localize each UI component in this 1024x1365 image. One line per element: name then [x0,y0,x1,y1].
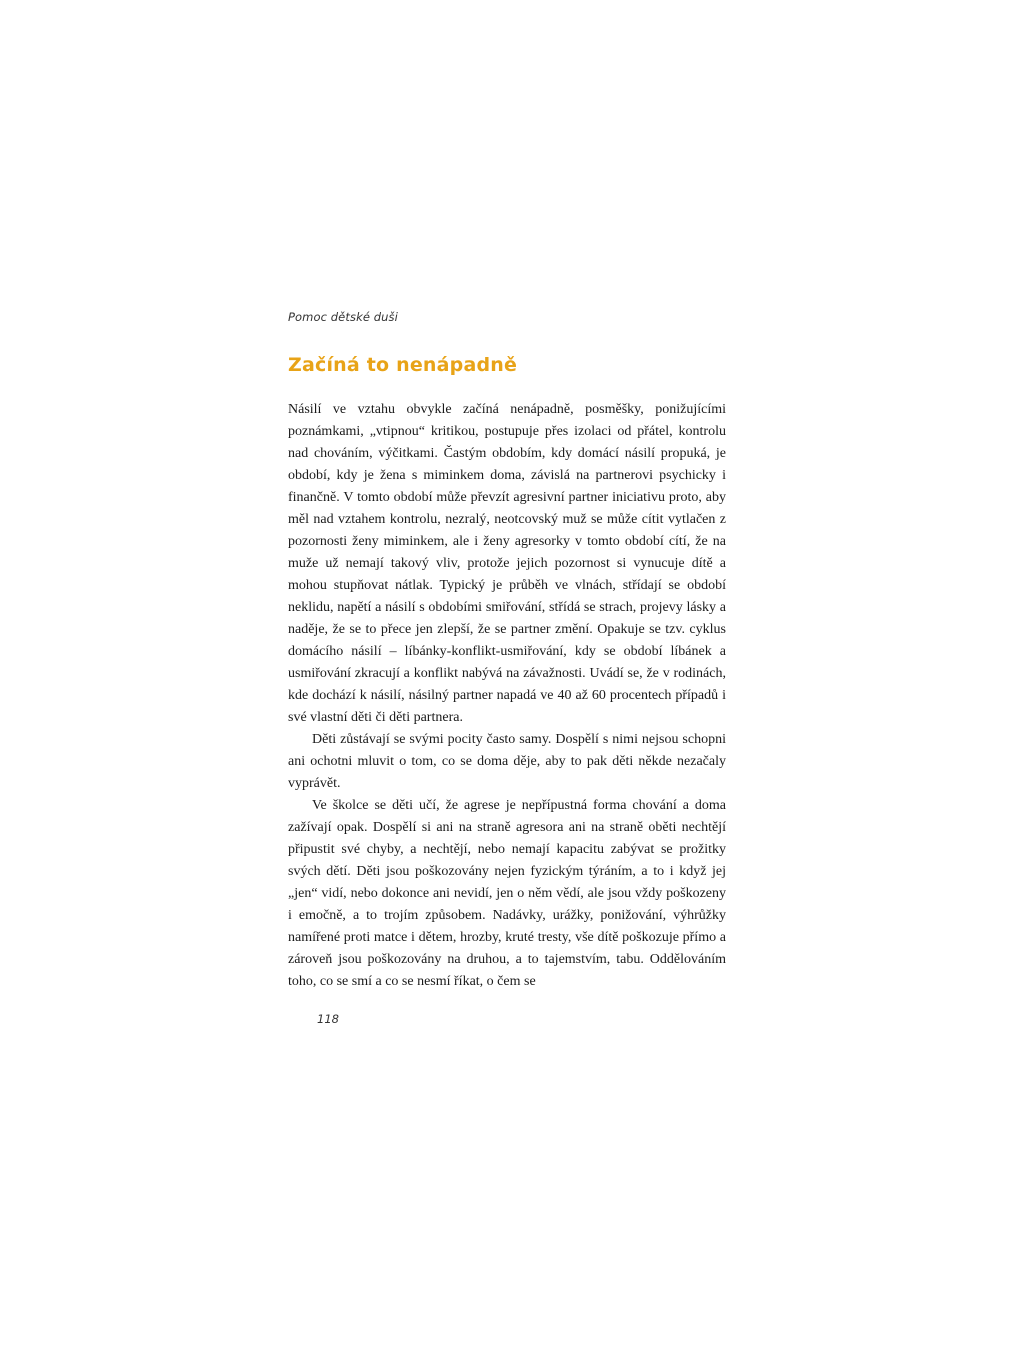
paragraph-3: Ve školce se děti učí, že agrese je nepřípustná forma chování a doma zažívají opak. Dospělí si ani na straně agresora ani na straně oběti nechtějí připustit své chyby, a nechtějí, nebo nemají kapacitu zabývat se prožitky svých dětí. Děti jsou poškozovány nejen fyzickým týráním, a to i když jej „jen“ vidí, nebo dokonce ani nevidí, jen o něm vědí, ale jsou vždy poškozeny i emočně, a to trojím způsobem. Nadávky, urážky, ponižování, výhrůžky namířené proti matce i dětem, hrozby, kruté tresty, vše dítě poškozuje přímo a zároveň jsou poškozovány na druhou, a to tajemstvím, tabu. Oddělováním toho, co se smí a co se nesmí říkat, o čem se [288,798,726,989]
chapter-title: Začíná to nenápadně [288,354,518,376]
book-page [288,310,726,993]
paragraph-1: Násilí ve vztahu obvykle začíná nenápadně, posměšky, ponižujícími poznámkami, „vtipnou“ kritikou, postupuje přes izolaci od přátel, kontrolu nad chováním, výčitkami. Častým obdobím, kdy domácí násilí propuká, je období, kdy je žena s miminkem doma, závislá na partnerovi psychicky i finančně. V tomto období může převzít agresivní partner iniciativu proto, aby měl nad vztahem kontrolu, nezralý, neotcovský muž se může cítit vytlačen z pozornosti ženy miminkem, ale i ženy agresorky v tomto období cítí, že na muže už nemají takový vliv, protože jejich pozornost si vynucuje dítě a mohou stupňovat nátlak. Typický je průběh ve vlnách, střídají se období neklidu, napětí a násilí s obdobími smiřování, střídá se strach, projevy lásky a naděje, že se to přece jen zlepší, že se partner změní. Opakuje se tzv. cyklus domácího násilí – líbánky-konflikt-usmiřování, kdy se období líbánek a usmiřování zkracují a konflikt nabývá na závažnosti. Uvádí se, že v rodinách, kde dochází k násilí, násilný partner napadá ve 40 až 60 procentech případů i své vlastní děti či děti partnera. [288,402,726,725]
page-number: 118 [317,1012,339,1026]
body-text [288,399,726,993]
running-header: Pomoc dětské duši [288,310,398,324]
paragraph-2: Děti zůstávají se svými pocity často samy. Dospělí s nimi nejsou schopni ani ochotni mluvit o tom, co se doma děje, aby to pak děti někde nezačaly vyprávět. [288,732,726,791]
